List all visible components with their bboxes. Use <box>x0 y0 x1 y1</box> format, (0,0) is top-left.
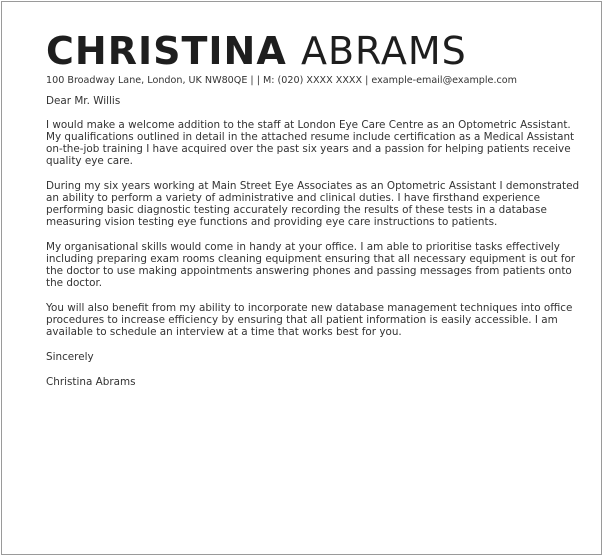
salutation: Dear Mr. Willis <box>46 95 121 107</box>
letter-page <box>1 1 602 555</box>
contact-line: 100 Broadway Lane, London, UK NW80QE | | M: (020) XXXX XXXX | example-email@example.com <box>46 75 518 86</box>
applicant-name <box>46 29 581 73</box>
applicant-first-name: CHRISTINA <box>46 29 287 73</box>
letter-body <box>46 95 583 388</box>
signature: Christina Abrams <box>46 376 136 388</box>
paragraph-experience: During my six years working at Main Street Eye Associates as an Optometric Assistant I demonstrated an ability to perform a variety of administrative and clinical duties. I have firsthand experience performing basic diagnostic testing accurately recording the results of these tests in a database measuring vision testing eye functions and providing eye care instructions to patients. <box>46 180 580 228</box>
paragraph-conclusion: You will also benefit from my ability to incorporate new database management techniques into office procedures to increase efficiency by ensuring that all patient information is easily accessible. I am available to schedule an interview at a time that works best for you. <box>46 302 573 338</box>
paragraph-skills: My organisational skills would come in handy at your office. I am able to prioritise tasks effectively including preparing exam rooms cleaning equipment ensuring that all necessary equipment is out for the doctor to use making appointments answering phones and passing messages from patients onto the doctor. <box>46 241 576 289</box>
closing: Sincerely <box>46 351 94 363</box>
paragraph-introduction: I would make a welcome addition to the staff at London Eye Care Centre as an Optometric Assistant. My qualifications outlined in detail in the attached resume include certification as a Medical Assistant on-the-job training I have acquired over the past six years and a passion for helping patients receive quality eye care. <box>46 119 575 167</box>
letter-header <box>46 29 581 86</box>
applicant-last-name: ABRAMS <box>300 29 467 73</box>
